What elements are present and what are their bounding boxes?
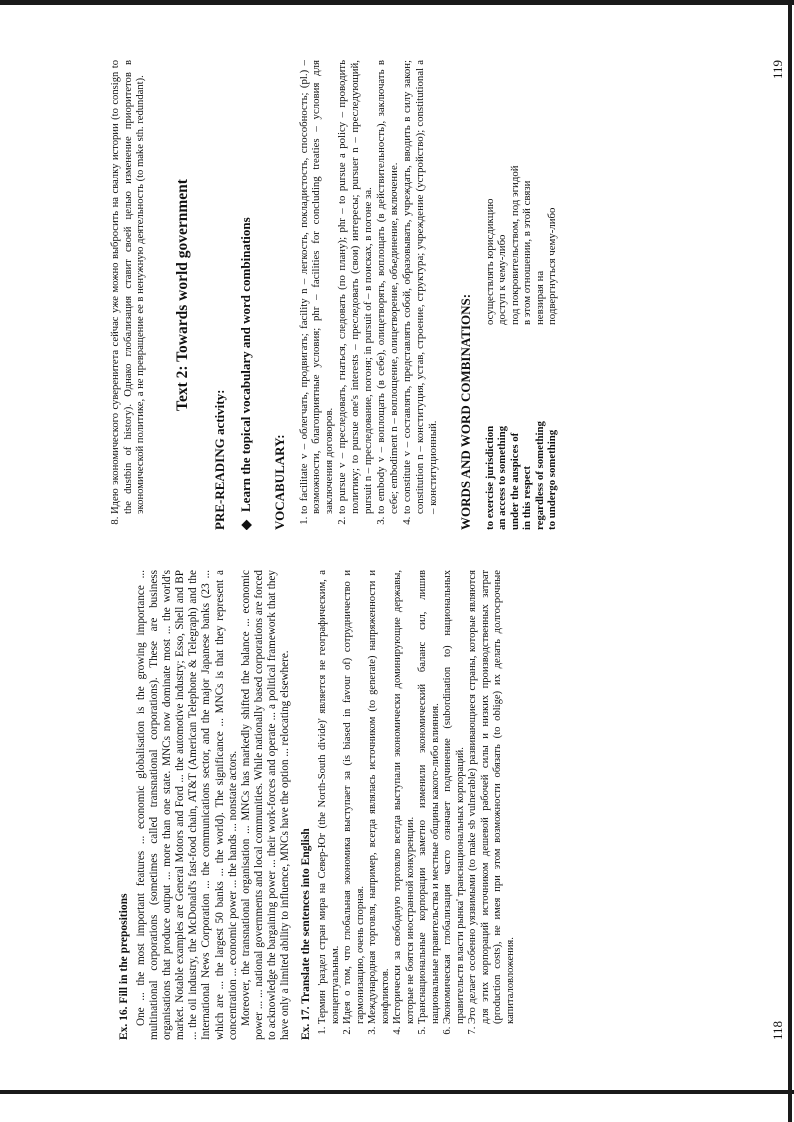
ex17-continued-list <box>110 60 148 530</box>
combo-russian: осуществлять юрисдикцию <box>483 198 496 325</box>
ex17-item: 3. Международная торговля, например, всегда являлась источником (to generate) напряженности и конфликтов. <box>367 570 392 1024</box>
vocab-item: 4. to constitute v – составлять, представлять собой, образовывать, учреждать, вводить в силу закон; constitution n – конституция, устав, строение, структура; учреждение (устройство); constitutional a – конституционный. <box>401 60 440 514</box>
combo-russian: невзирая на <box>533 270 546 325</box>
combo-english: regardless of something <box>533 421 546 530</box>
combo-english: to exercise jurisdiction <box>483 425 496 530</box>
combo-english: under the auspices of <box>508 432 521 530</box>
page-number-left: 118 <box>770 1020 785 1040</box>
learn-heading-text: Learn the topical vocabulary and word combinations <box>237 217 253 512</box>
word-combinations-table <box>484 60 558 530</box>
ex17-item: 6. Экономическая глобализация часто означает подчинение (subordination to) национальных правительств власти рынка' транснациональных корпораций. <box>442 570 467 1024</box>
left-page <box>110 570 794 1040</box>
diamond-bullet-icon: ◆ <box>237 520 253 530</box>
vocabulary-heading: VOCABULARY: <box>271 434 287 530</box>
table-row <box>484 60 496 530</box>
table-row <box>546 60 558 530</box>
ex17-item: 7. Это делает особенно уязвимыми (to make sb vulnerable) развивающиеся страны, которые являются для этих корпораций источником дешевой рабочей силы и низких производственных затрат (production costs), не имея при этом возможности обязать (to oblige) их делать долгосрочные капиталовложения. <box>467 570 517 1024</box>
ex16-title: Ex. 16. Fill in the prepositions <box>118 893 130 1040</box>
ex17-item: 2. Идея о том, что глобальная экономика выступает за (is biased in favour of) сотрудничество и гармонизацию, очень спорная. <box>342 570 367 1024</box>
right-page <box>110 60 794 530</box>
ex16-paragraph-1: One ... the most important features ... economic globalisation is the growing importance ... multinational corporations (sometimes called transnational corporations). These are business organisations that produce output ... more than one state. MNCs now dominate most ... the world's market. Notable examples are General Motors and Ford ... the automotive industry; Esso, Shell and BP ... the oil industry, the McDonald's fast-food chain, AT&T (American Telephone & Telegraph) and the International News Corporation ... the communications sector, and the major Japanese banks (23 ... which are ... the largest 50 banks ... the world). The significance ... MNCs is that they represent a concentration ... economic power ... the hands ... nonstate actors. <box>135 570 239 1040</box>
vocab-item: 3. to embody v – воплощать (в себе), олицетворять, воплощать (в действительность), заключать в себе; embodiment n – воплощение, олицетворение, объединение, включение. <box>375 60 401 514</box>
table-row <box>509 60 521 530</box>
scan-border-top <box>0 0 794 5</box>
book-spread <box>110 50 794 1040</box>
ex17-list <box>317 570 517 1040</box>
vocab-item: 1. to facilitate v – облегчать, продвигать; facility n – легкость, покладистость, способность; (pl.) – возможности, благоприятные условия; phr – facilities for concluding treaties – условия для заключения договоров. <box>298 60 337 514</box>
ex17-title: Ex. 17. Translate the sentences into English <box>300 828 313 1040</box>
vocabulary-list <box>298 60 440 530</box>
combos-heading: WORDS AND WORD COMBINATIONS: <box>457 293 473 530</box>
pre-reading-heading: PRE-READING activity: <box>211 389 227 530</box>
table-row <box>496 60 508 530</box>
page-number-right: 119 <box>770 60 785 80</box>
combo-english: in this respect <box>521 466 534 530</box>
combo-russian: в этом отношении, в этой связи <box>521 180 534 325</box>
vocab-item: 2. to pursue v – преследовать, гнаться, следовать (по плану); phr – to pursue a policy – проводить политику; to pursue one's interests – преследовать (свои) интересы; pursuer n – преследующий, pursuit n – преследование, погоня; in pursuit of – в поисках, в погоне за. <box>336 60 375 514</box>
scan-border-bottom <box>0 1090 794 1094</box>
text-title: Text 2: Towards world government <box>173 179 191 411</box>
combo-russian: подвергнуться чему-либо <box>546 207 559 325</box>
combo-russian: под покровительством, под эгидой <box>508 165 521 325</box>
ex17-item: 4. Исторически за свободную торговлю всегда выступали экономически доминирующие державы, которые не боятся иностранной конкуренции. <box>392 570 417 1024</box>
ex16-paragraph-2: Moreover, the transnational organisation ... MNCs has markedly shifted the balance ... economic power ... ... national governments and local communities. While nationally based corporations are forced to acknowledge the bargaining power ... their work-forces and operate ... a political framework that they have only a limited ability to influence, MNCs have the option ... relocating elsewhere. <box>239 570 292 1040</box>
combo-english: an access to something <box>496 425 509 530</box>
combo-russian: доступ к чему-либо <box>496 234 509 325</box>
ex17-item-8: 8. Идею экономического суверенитета сейчас уже можно выбросить на свалку истории (to consign to the dustbin of history). Однако глобализация ставит своей целью изменение приоритетов в экономической политике, а не превращение ее в ненужную деятельность (to make sth. redundant). <box>110 60 148 514</box>
learn-heading <box>238 60 254 530</box>
ex17-item: 1. Термин 'раздел стран мира на Север-Юг (the North-South divide)' является не географическим, а концептуальным. <box>317 570 342 1024</box>
combo-english: to undergo something <box>546 429 559 530</box>
ex17-item: 5. Транснациональные корпорации заметно изменили экономический баланс сил, лишив национальные правительства и местные общины какого-либо влияния. <box>417 570 442 1024</box>
table-row <box>521 60 533 530</box>
table-row <box>534 60 546 530</box>
